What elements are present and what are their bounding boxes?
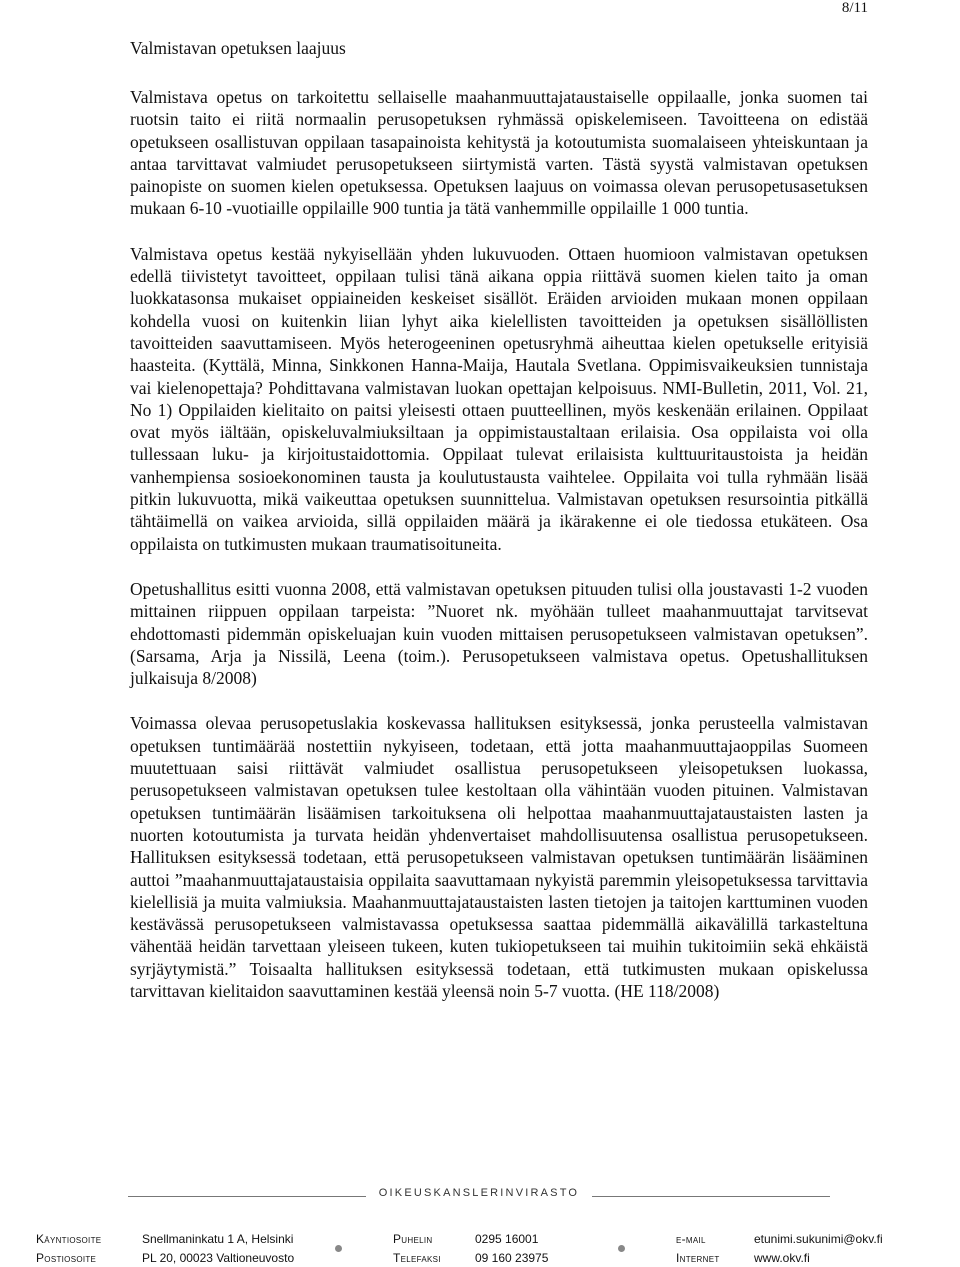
internet-label: Internet: [676, 1251, 720, 1265]
website-link[interactable]: www.okv.fi: [754, 1251, 810, 1265]
visit-address-label: Käyntiosoite: [36, 1232, 102, 1246]
footer-contact-row: [0, 1232, 960, 1248]
bullet-dot-icon: [618, 1245, 625, 1252]
bullet-dot-icon: [335, 1245, 342, 1252]
footer-divider-left: [128, 1196, 366, 1197]
fax-value: 09 160 23975: [475, 1251, 549, 1265]
footer-divider-right: [592, 1196, 830, 1197]
paragraph: Opetushallitus esitti vuonna 2008, että valmistavan opetuksen pituuden tulisi olla joustavasti 1-2 vuoden mittainen riippuen oppilaan tarpeista: ”Nuoret nk. myöhään tulleet maahanmuuttajat tarvitsevat ehdottomasti pidemmän opiskeluajan kuin vuoden mittaisen perusopetukseen valmistavan opetuksen”. (Sarsama, Arja ja Nissilä, Leena (toim.). Perusopetukseen valmistava opetus. Opetushallituksen julkaisuja 8/2008): [130, 578, 868, 689]
paragraph: Valmistava opetus kestää nykyisellään yhden lukuvuoden. Ottaen huomioon valmistavan opetuksen edellä tiivistetyt tavoitteet, oppilaan tulisi tänä aikana oppia riittävä suomen kielen taito ja oman luokkatasonsa mukaiset oppiaineiden keskeiset sisällöt. Eräiden arvioiden mukaan monen oppilaan kohdella vuosi on kuitenkin liian lyhyt aika kielellisten tavoitteiden ja opetuksen sisällöllisten tavoitteiden saavuttamiseen. Myös heterogeeninen opetusryhmä aiheuttaa kielen opetukselle erityisiä haasteita. (Kyttälä, Minna, Sinkkonen Hanna-Maija, Hautala Svetlana. Oppimisvaikeuksien tunnistaja vai kielenopettaja? Pohdittavana valmistavan luokan opettajan kelpoisuus. NMI-Bulletin, 2011, Vol. 21, No 1) Oppilaiden kielitaito on paitsi yleisesti ottaen puutteellinen, myös keskenään erilainen. Oppilaat ovat myös iältään, opiskeluvalmiuksiltaan ja oppimistaustaltaan erilaisia. Osa oppilaista voi olla tullessaan luku- ja kirjoitustaidottomia. Oppilaat tulevat erilaisista kulttuuritaustoista ja heidän vanhempiensa sosioekonominen tausta ja koulutustausta vaihtelee. Oppilaita voi tulla ryhmään lisää pitkin lukuvuotta, mikä vaikeuttaa opetuksen suunnittelua. Valmistavan opetuksen resursointia pitkällä tähtäimellä on vaikea arvioida, sillä oppilaiden määrä ja ikärakenne ei ole tiedossa etukäteen. Osa oppilaista on tutkimusten mukaan traumatisoituneita.: [130, 243, 868, 554]
paragraph: Voimassa olevaa perusopetuslakia koskevassa hallituksen esityksessä, jonka perusteella valmistavan opetuksen tuntimäärää nostettiin nykyiseen, todetaan, että jotta maahanmuuttajaoppilas Suomeen muutettuaan saisi riittävät valmiudet osallistua perusopetukseen yleisopetuksen luokassa, perusopetukseen valmistavan opetuksen tulee kestoltaan olla vähintään vuoden pituinen. Valmistavan opetuksen tuntimäärän lisäämisen tarkoituksena oli helpottaa maahanmuuttajataustaisten lasten ja nuorten kotoutumista ja turvata heidän yhdenvertaiset mahdollisuutensa osallistua perusopetukseen. Hallituksen esityksessä todetaan, että perusopetukseen valmistavan opetuksen tuntimäärän lisääminen auttoi ”maahanmuuttajataustaisia oppilaita saavuttamaan nykyistä paremmin yleisopetuksessa tarvittavia kielellisiä ja muita valmiuksia. Maahanmuuttajataustaisten lasten tietojen ja taitojen karttuminen vuoden kestävässä perusopetukseen valmistavassa opetuksessa saattaa pidemmällä aikavälillä tarkasteltuna vähentää heidän tarvettaan yleiseen tukeen, kuten tukiopetukseen tai muihin tukitoimiin sekä ehkäistä syrjäytymistä.” Toisaalta hallituksen esityksessä todetaan, että tutkimusten mukaan opiskelussa tarvittavan kielitaidon saavuttaminen kestää yleensä noin 5-7 vuotta. (HE 118/2008): [130, 713, 868, 1001]
footer-organization-name: OIKEUSKANSLERINVIRASTO: [378, 1187, 580, 1199]
email-value[interactable]: etunimi.sukunimi@okv.fi: [754, 1232, 883, 1246]
phone-label: Puhelin: [393, 1232, 433, 1246]
section-heading: Valmistavan opetuksen laajuus: [130, 38, 346, 58]
email-label: e-mail: [676, 1232, 706, 1246]
postal-address-value: PL 20, 00023 Valtioneuvosto: [142, 1251, 295, 1265]
phone-value: 0295 16001: [475, 1232, 539, 1246]
fax-label: Telefaksi: [393, 1251, 441, 1265]
body-text: [130, 86, 868, 1025]
visit-address-value: Snellmaninkatu 1 A, Helsinki: [142, 1232, 294, 1246]
footer-contact-row: [0, 1251, 960, 1267]
postal-address-label: Postiosoite: [36, 1251, 97, 1265]
paragraph: Valmistava opetus on tarkoitettu sellaiselle maahanmuuttajataustaiselle oppilaalle, jonka suomen tai ruotsin taito ei riitä normaalin perusopetuksen ryhmässä opiskelemiseen. Tavoitteena on edistää opetukseen osallistuvan oppilaan tasapainoista kehitystä ja kotoutumista suomalaiseen yhteiskuntaan ja antaa tarvittavat valmiudet perusopetukseen siirtymistä varten. Tästä syystä valmistavan opetuksen painopiste on suomen kielen opetuksessa. Opetuksen laajuus on voimassa olevan perusopetusasetuksen mukaan 6-10 -vuotiaille oppilaille 900 tuntia ja tätä vanhemmille oppilaille 1 000 tuntia.: [130, 87, 868, 219]
page-number: 8/11: [841, 0, 868, 16]
